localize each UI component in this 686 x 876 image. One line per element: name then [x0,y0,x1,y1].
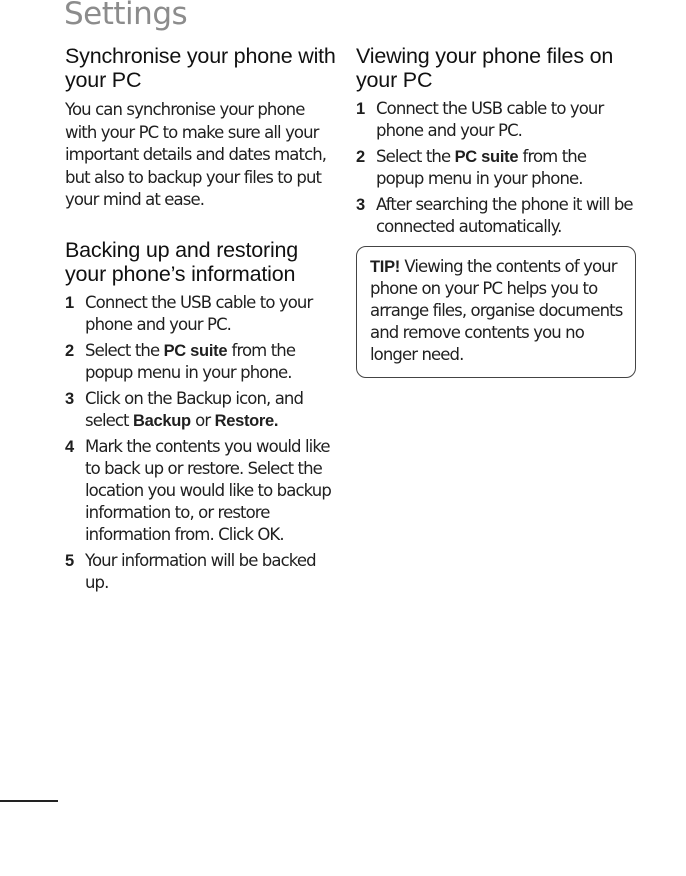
step-text: Connect the USB cable to your phone and your PC. [85,292,313,334]
right-column [356,44,636,378]
pc-suite-label: PC suite [454,148,519,166]
viewing-heading: Viewing your phone files on your PC [356,44,614,92]
footer-rule [0,800,58,802]
pc-suite-label: PC suite [163,341,228,360]
sync-section [65,44,340,212]
viewing-steps [356,98,636,238]
left-column [65,44,340,598]
backup-step-5 [65,550,340,594]
step-text: Mark the contents you would like to back up or restore. Select the location you would like to backup information to, or restore information from. Click OK. [85,436,331,544]
step-number: 3 [356,196,366,214]
tip-label: TIP! [370,258,400,276]
viewing-step-3 [356,194,636,238]
restore-label: Restore. [214,411,279,430]
step-text: Your information will be backed up. [85,550,316,592]
backup-step-2 [65,340,340,384]
page-title: Settings [64,0,188,32]
step-number: 1 [356,100,366,118]
backup-steps [65,292,340,594]
step-text-post: from the popup menu in your phone. [85,340,296,382]
backup-step-3 [65,388,340,432]
backup-step-1 [65,292,340,336]
tip-box [356,246,636,378]
step-number: 3 [65,389,75,408]
backup-section [65,238,340,594]
viewing-step-2 [356,146,636,190]
step-number: 2 [356,148,366,166]
sync-body: You can synchronise your phone with your PC to make sure all your important details and dates match, but also to backup your files to put your mind at ease. [65,100,327,209]
sync-heading: Synchronise your phone with your PC [65,44,336,92]
step-number: 1 [65,293,75,312]
backup-label: Backup [132,411,191,430]
step-number: 2 [65,341,75,360]
step-text-pre: Select the [376,147,455,166]
step-text-post: from the popup menu in your phone. [376,147,587,188]
backup-step-4 [65,436,340,546]
viewing-step-1 [356,98,636,142]
step-number: 4 [65,437,75,456]
tip-text: Viewing the contents of your phone on your PC helps you to arrange files, organise documents and remove contents you no longer need. [370,257,623,364]
backup-heading: Backing up and restoring your phone’s information [65,237,299,286]
step-text-pre: Select the [85,340,164,360]
viewing-section [356,44,636,238]
step-text: After searching the phone it will be connected automatically. [376,195,633,236]
step-text-mid: or [190,410,215,430]
step-number: 5 [65,551,75,570]
step-text-pre: Click on the Backup icon, and select [85,388,304,430]
step-text: Connect the USB cable to your phone and your PC. [376,99,604,140]
